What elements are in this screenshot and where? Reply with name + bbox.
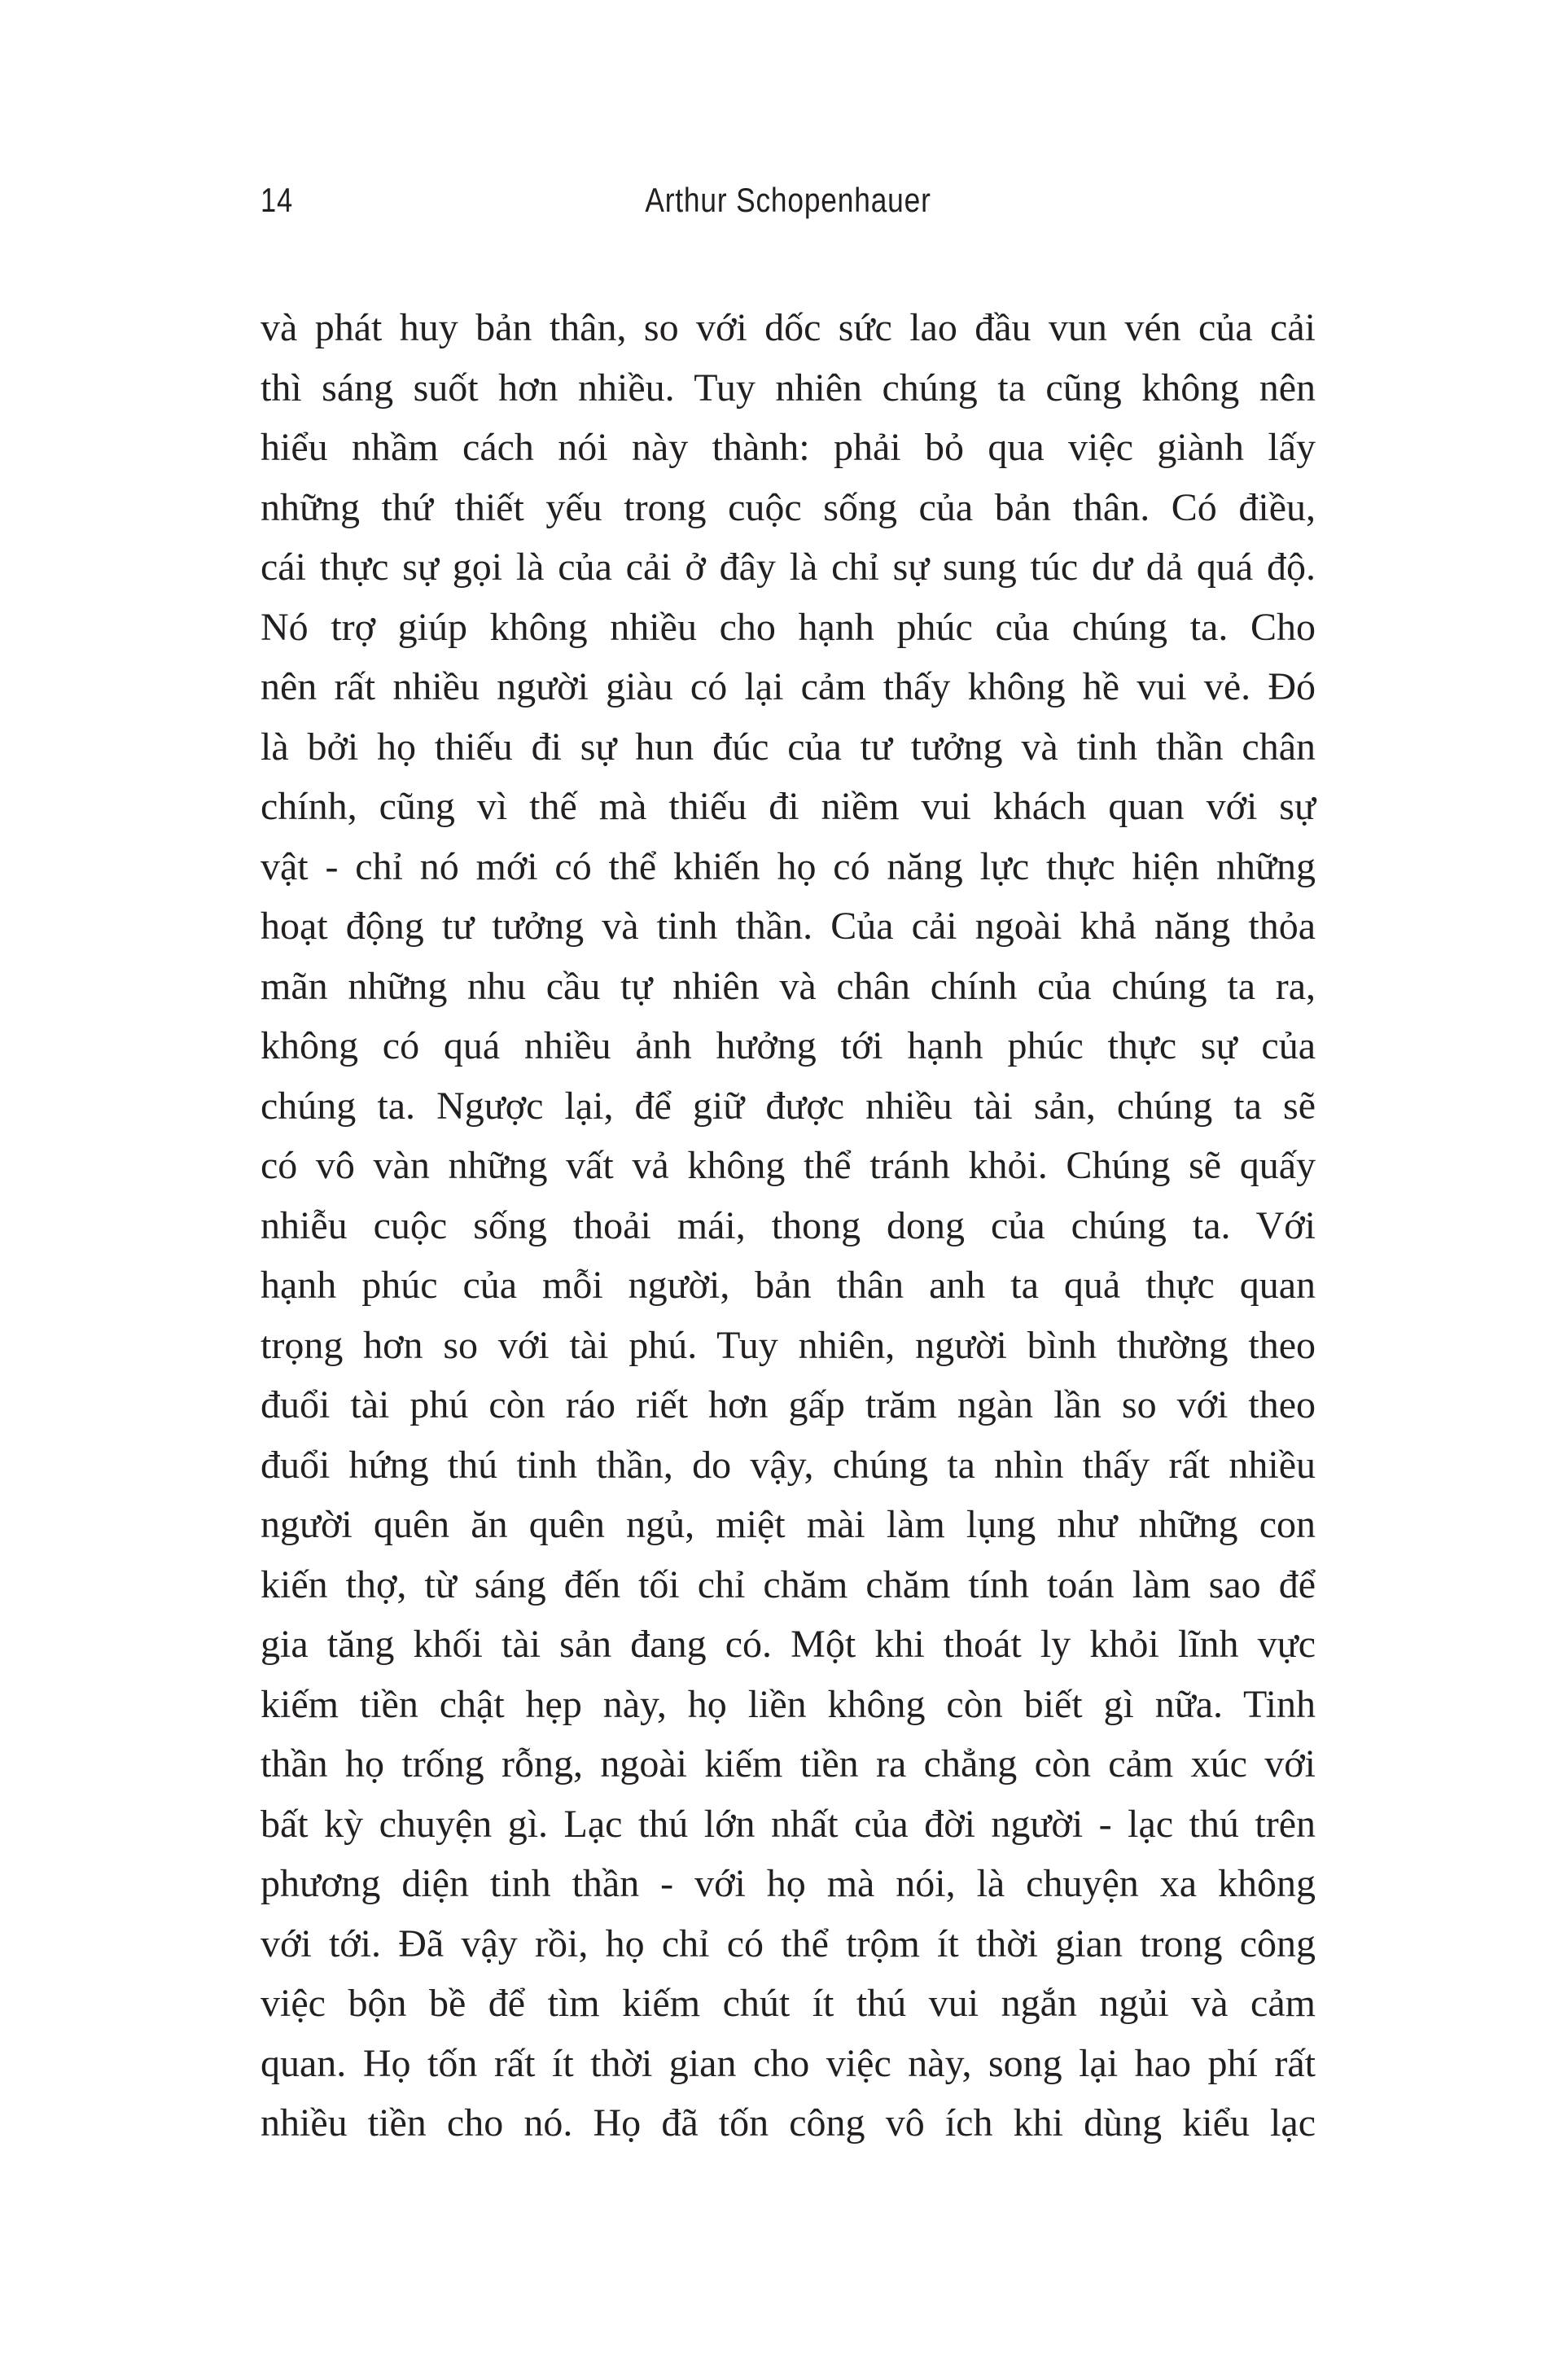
text-line: chúng ta. Ngược lại, để giữ được nhiều tài sản, chúng ta sẽ [261,1084,1316,1128]
text-line: gia tăng khối tài sản đang có. Một khi thoát ly khỏi lĩnh vực [261,1623,1316,1666]
running-head: Arthur Schopenhauer [645,181,931,219]
text-line: chính, cũng vì thế mà thiếu đi niềm vui khách quan với sự [261,785,1316,828]
text-line: mãn những nhu cầu tự nhiên và chân chính của chúng ta ra, [261,964,1316,1008]
text-line: hoạt động tư tưởng và tinh thần. Của cải ngoài khả năng thỏa [261,905,1316,948]
text-line: người quên ăn quên ngủ, miệt mài làm lụng như những con [261,1503,1316,1546]
text-line: với tới. Đã vậy rồi, họ chỉ có thể trộm ít thời gian trong công [261,1921,1316,1965]
text-line: thần họ trống rỗng, ngoài kiếm tiền ra chẳng còn cảm xúc với [261,1742,1316,1785]
text-line: hiểu nhầm cách nói này thành: phải bỏ qua việc giành lấy [261,426,1316,469]
text-line: cái thực sự gọi là của cải ở đây là chỉ sự sung túc dư dả quá độ. [261,545,1316,589]
text-line: hạnh phúc của mỗi người, bản thân anh ta quả thực quan [261,1264,1316,1307]
text-line: quan. Họ tốn rất ít thời gian cho việc này, song lại hao phí rất [261,2041,1316,2085]
text-line: việc bộn bề để tìm kiếm chút ít thú vui ngắn ngủi và cảm [261,1982,1316,2025]
text-line: nên rất nhiều người giàu có lại cảm thấy không hề vui vẻ. Đó [261,665,1316,708]
text-line: phương diện tinh thần - với họ mà nói, là chuyện xa không [261,1862,1316,1905]
page-header [261,181,1316,230]
text-line: đuổi hứng thú tinh thần, do vậy, chúng ta nhìn thấy rất nhiều [261,1443,1316,1487]
text-line: đuổi tài phú còn ráo riết hơn gấp trăm ngàn lần so với theo [261,1383,1316,1426]
text-line: không có quá nhiều ảnh hưởng tới hạnh phúc thực sự của [261,1024,1316,1067]
text-line: là bởi họ thiếu đi sự hun đúc của tư tưởng và tinh thần chân [261,725,1316,769]
text-line: kiếm tiền chật hẹp này, họ liền không còn biết gì nữa. Tinh [261,1682,1316,1726]
text-line: nhiều tiền cho nó. Họ đã tốn công vô ích khi dùng kiểu lạc [261,2101,1316,2145]
text-line: bất kỳ chuyện gì. Lạc thú lớn nhất của đời người - lạc thú trên [261,1802,1316,1846]
text-line: vật - chỉ nó mới có thể khiến họ có năng lực thực hiện những [261,844,1316,888]
text-line: có vô vàn những vất vả không thể tránh khỏi. Chúng sẽ quấy [261,1144,1316,1187]
page-number: 14 [261,181,293,219]
text-line: và phát huy bản thân, so với dốc sức lao đầu vun vén của cải [261,306,1316,349]
text-line: kiến thợ, từ sáng đến tối chỉ chăm chăm tính toán làm sao để [261,1562,1316,1606]
text-line: Nó trợ giúp không nhiều cho hạnh phúc của chúng ta. Cho [261,605,1316,649]
text-line: trọng hơn so với tài phú. Tuy nhiên, người bình thường theo [261,1323,1316,1367]
text-line: nhiễu cuộc sống thoải mái, thong dong của chúng ta. Với [261,1203,1316,1247]
body-text [261,298,1316,2153]
text-line: thì sáng suốt hơn nhiều. Tuy nhiên chúng ta cũng không nên [261,366,1316,410]
text-line: những thứ thiết yếu trong cuộc sống của bản thân. Có điều, [261,485,1316,529]
